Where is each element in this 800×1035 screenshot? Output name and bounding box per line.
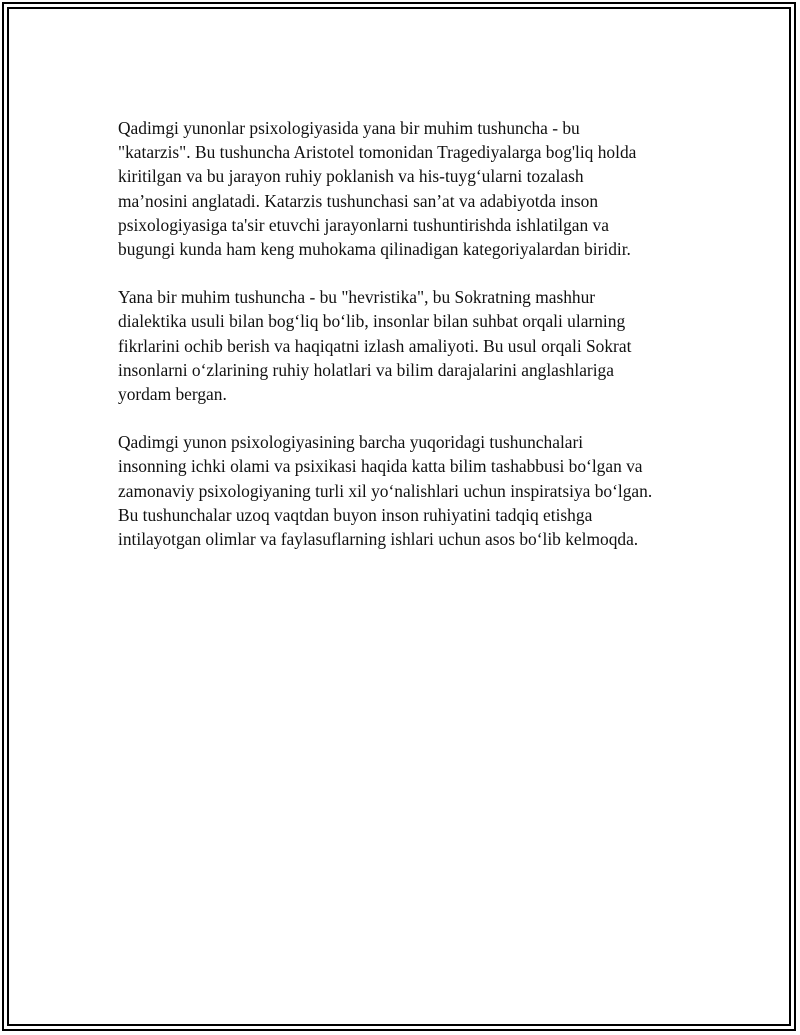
text-line: zamonaviy psixologiyaning turli xil yo‘nalishlari uchun inspiratsiya bo‘lgan. [118,480,653,501]
text-line: dialektika usuli bilan bog‘liq bo‘lib, insonlar bilan suhbat orqali ularning [118,311,626,332]
text-line: psixologiyasiga ta'sir etuvchi jarayonlarni tushuntirishda ishlatilgan va [118,214,609,235]
text-line: bugungi kunda ham keng muhokama qilinadigan kategoriyalardan biridir. [118,239,631,260]
text-line: Yana bir muhim tushuncha - bu "hevristika", bu Sokratning mashhur [118,287,596,308]
document-body [118,116,708,575]
paragraph-hevristika [118,285,708,406]
text-line: insonlarni o‘zlarining ruhiy holatlari va bilim darajalarini anglashlariga [118,359,614,380]
text-line: Qadimgi yunonlar psixologiyasida yana bir muhim tushuncha - bu [118,118,580,138]
text-line: ma’nosini anglatadi. Katarzis tushunchasi san’at va adabiyotda inson [118,190,599,211]
text-line: "katarzis". Bu tushuncha Aristotel tomonidan Tragediyalarga bog'liq holda [118,142,637,163]
text-line: fikrlarini ochib berish va haqiqatni izlash amaliyoti. Bu usul orqali Sokrat [118,335,632,356]
text-line: kiritilgan va bu jarayon ruhiy poklanish va his-tuyg‘ularni tozalash [118,166,584,187]
paragraph-conclusion [118,430,708,551]
text-line: Bu tushunchalar uzoq vaqtdan buyon inson ruhiyatini tadqiq etishga [118,504,593,525]
text-line: insonning ichki olami va psixikasi haqida katta bilim tashabbusi bo‘lgan va [118,456,643,477]
text-line: Qadimgi yunon psixologiyasining barcha yuqoridagi tushunchalari [118,432,584,453]
paragraph-katarzis [118,116,708,261]
text-line: intilayotgan olimlar va faylasuflarning ishlari uchun asos bo‘lib kelmoqda. [118,529,639,550]
text-line: yordam bergan. [118,384,227,405]
